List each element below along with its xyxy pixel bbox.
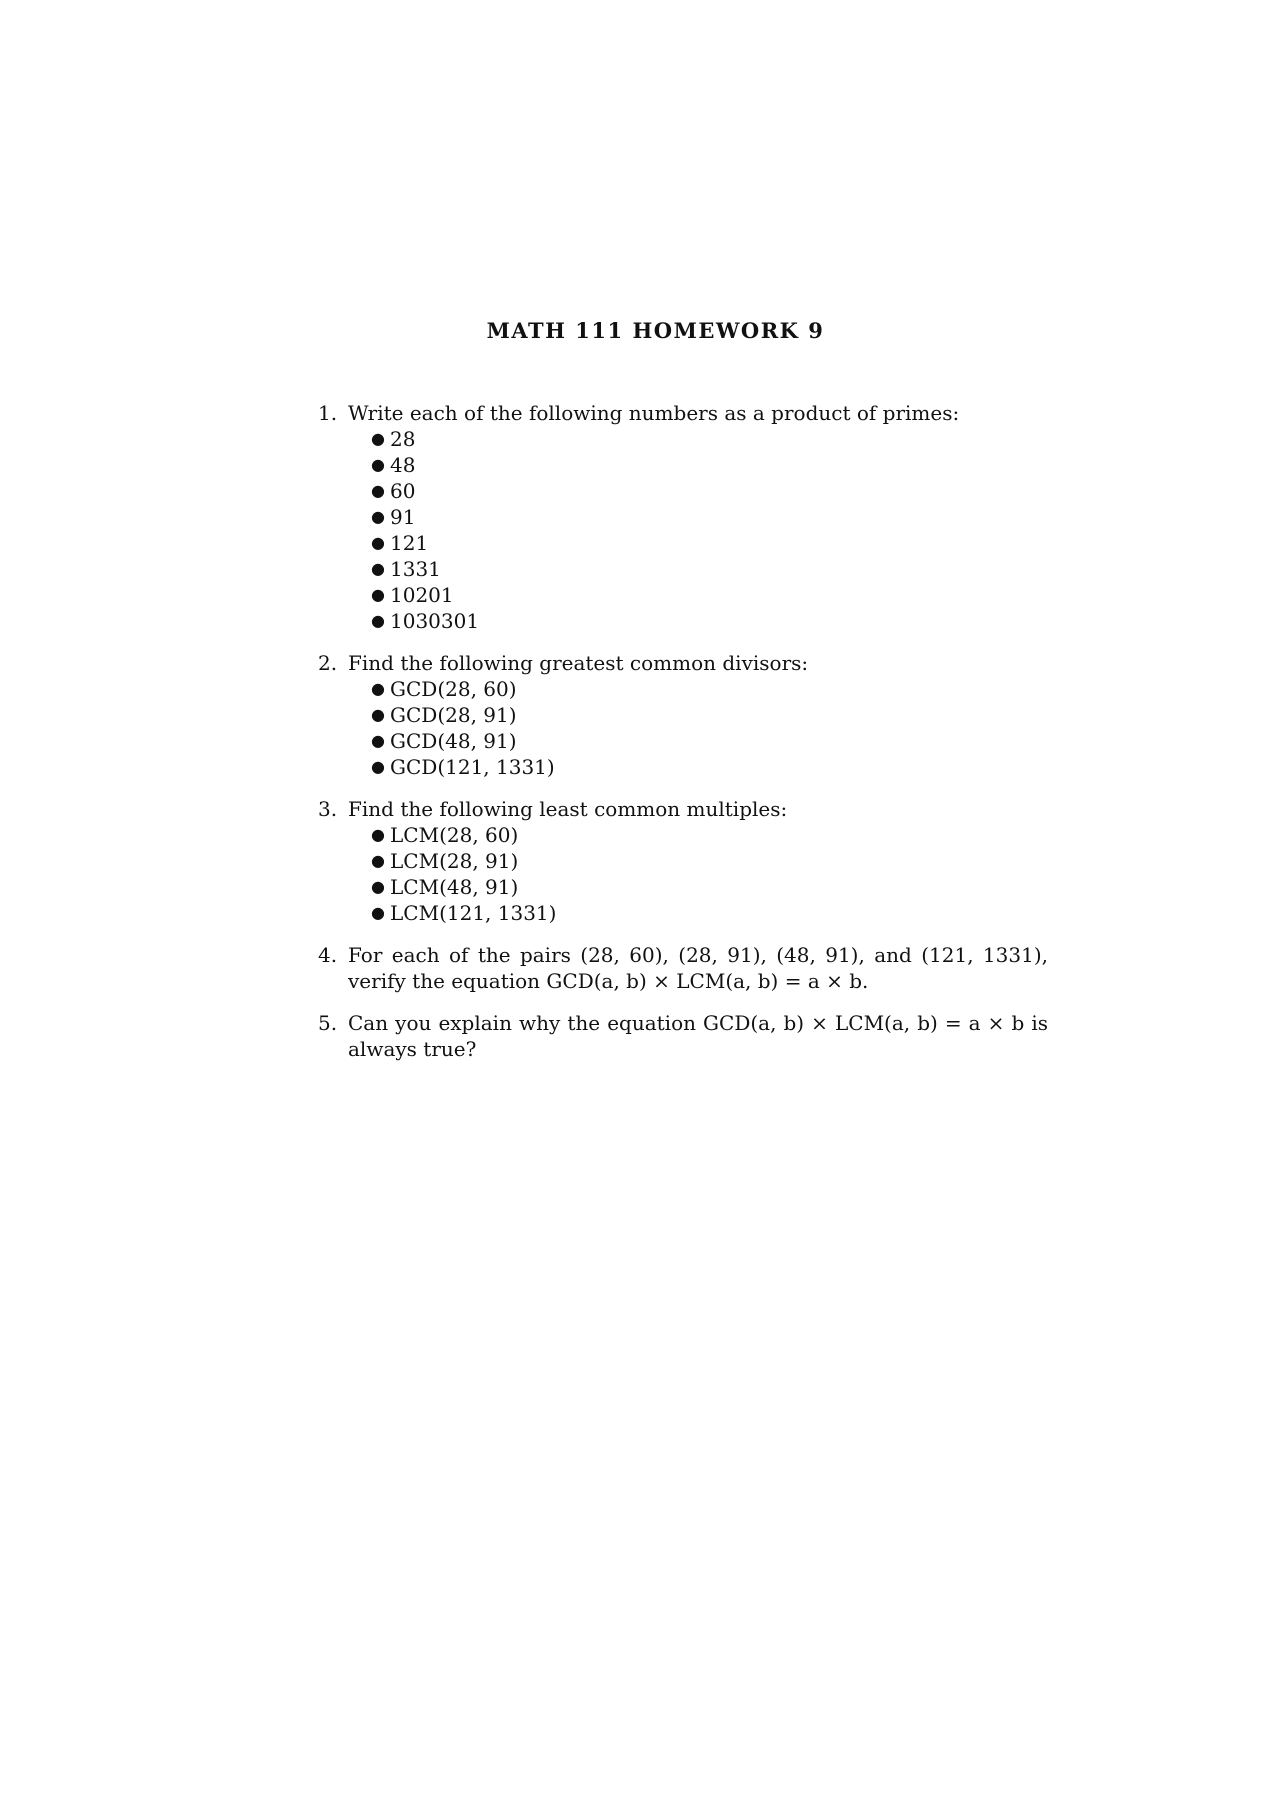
item-text: 48: [390, 453, 416, 477]
bullet-icon: ●: [371, 731, 385, 750]
item-text: 1331: [390, 557, 441, 581]
list-item: [369, 582, 1048, 608]
problem-number: 3.: [318, 797, 338, 821]
list-item: [369, 754, 1048, 780]
problem-number: 2.: [318, 651, 338, 675]
item-text: GCD(121, 1331): [390, 755, 555, 779]
list-item: [369, 556, 1048, 582]
item-text: 28: [390, 427, 416, 451]
problem-text: Write each of the following numbers as a product of primes:: [348, 401, 960, 425]
problem-2: [318, 650, 1048, 780]
item-text: LCM(28, 91): [390, 849, 519, 873]
list-item: [369, 530, 1048, 556]
item-text: LCM(121, 1331): [390, 901, 557, 925]
problem-items: [348, 822, 1048, 926]
list-item: [369, 874, 1048, 900]
bullet-icon: ●: [371, 679, 385, 698]
item-text: 10201: [390, 583, 454, 607]
item-text: LCM(28, 60): [390, 823, 519, 847]
bullet-icon: ●: [371, 559, 385, 578]
item-text: 91: [390, 505, 416, 529]
item-text: GCD(28, 60): [390, 677, 517, 701]
bullet-icon: ●: [371, 877, 385, 896]
problem-number: 1.: [318, 401, 338, 425]
bullet-icon: ●: [371, 481, 385, 500]
bullet-icon: ●: [371, 903, 385, 922]
list-item: [369, 848, 1048, 874]
problem-number: 5.: [318, 1011, 338, 1035]
bullet-icon: ●: [371, 851, 385, 870]
bullet-icon: ●: [371, 533, 385, 552]
problem-text: For each of the pairs (28, 60), (28, 91), (48, 91), and (121, 1331), verify the equation GCD(a, b) × LCM(a, b) = a × b.: [348, 943, 1048, 993]
problem-1: [318, 400, 1048, 634]
item-text: 60: [390, 479, 416, 503]
problem-4: [318, 942, 1048, 994]
problem-items: [348, 676, 1048, 780]
page-title: MATH 111 HOMEWORK 9: [486, 318, 825, 343]
list-item: [369, 452, 1048, 478]
problem-items: [348, 426, 1048, 634]
list-item: [369, 608, 1048, 634]
list-item: [369, 728, 1048, 754]
list-item: [369, 702, 1048, 728]
bullet-icon: ●: [371, 757, 385, 776]
problem-text: Can you explain why the equation GCD(a, b) × LCM(a, b) = a × b is always true?: [348, 1011, 1048, 1061]
list-item: [369, 426, 1048, 452]
problem-list: [318, 400, 1048, 1078]
bullet-icon: ●: [371, 585, 385, 604]
problem-3: [318, 796, 1048, 926]
bullet-icon: ●: [371, 507, 385, 526]
item-text: GCD(28, 91): [390, 703, 517, 727]
item-text: 121: [390, 531, 429, 555]
bullet-icon: ●: [371, 611, 385, 630]
problem-number: 4.: [318, 943, 338, 967]
item-text: GCD(48, 91): [390, 729, 517, 753]
list-item: [369, 478, 1048, 504]
list-item: [369, 676, 1048, 702]
bullet-icon: ●: [371, 429, 385, 448]
list-item: [369, 504, 1048, 530]
bullet-icon: ●: [371, 825, 385, 844]
problem-text: Find the following greatest common divisors:: [348, 651, 809, 675]
bullet-icon: ●: [371, 705, 385, 724]
list-item: [369, 822, 1048, 848]
item-text: 1030301: [390, 609, 480, 633]
problem-text: Find the following least common multiples:: [348, 797, 788, 821]
item-text: LCM(48, 91): [390, 875, 519, 899]
problem-5: [318, 1010, 1048, 1062]
bullet-icon: ●: [371, 455, 385, 474]
list-item: [369, 900, 1048, 926]
